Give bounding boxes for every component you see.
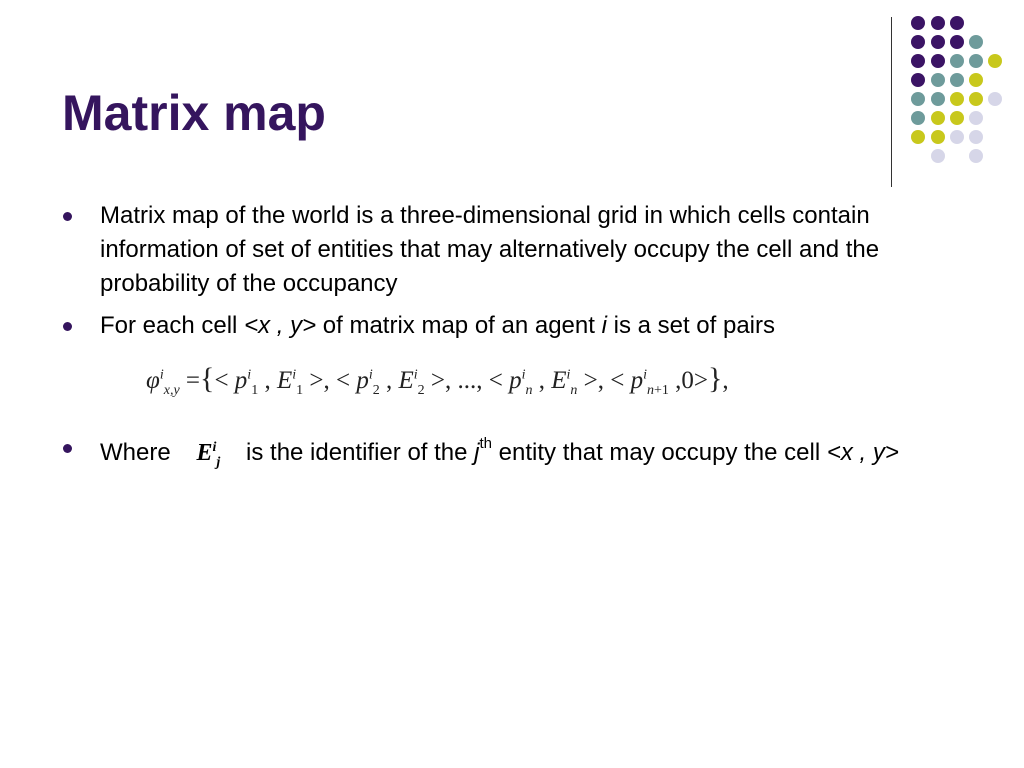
decor-dot — [969, 149, 983, 163]
decor-dot — [931, 130, 945, 144]
decor-dot — [950, 111, 964, 125]
bullet-text: Matrix map of the world is a three-dimensional grid in which cells contain information of set of entities that may alternatively occupy the cell and the probability of the occupancy — [100, 202, 880, 297]
decor-dot — [931, 92, 945, 106]
decor-dot — [931, 149, 945, 163]
bullet-cell-pairs — [100, 309, 940, 343]
entity-identifier-formula: $E^i_j$ — [196, 440, 221, 470]
decor-dot — [911, 73, 925, 87]
bullet-text-post2: entity that may occupy the cell — [492, 439, 827, 466]
bullet-text-pre: For each cell — [100, 312, 245, 339]
decor-dot — [969, 35, 983, 49]
bullet-entity-identifier — [100, 431, 940, 480]
bullet-text-mid: of matrix map of an agent — [316, 312, 602, 339]
agent-symbol: i — [601, 312, 607, 339]
decor-dot — [931, 73, 945, 87]
slide-title: Matrix map — [62, 85, 326, 141]
bullet-text-post1: is the identifier of the — [239, 439, 475, 466]
decor-dot — [950, 92, 964, 106]
decor-dot — [931, 35, 945, 49]
decor-dot — [969, 130, 983, 144]
j-symbol: j — [474, 439, 480, 466]
decor-dot — [988, 92, 1002, 106]
decor-dot — [988, 54, 1002, 68]
cell-coordinate: <x , y> — [826, 439, 899, 466]
cell-coordinate: <x , y> — [244, 312, 317, 339]
decor-dot — [911, 111, 925, 125]
th-superscript: th — [479, 435, 493, 452]
decor-dot — [911, 16, 925, 30]
decor-dot — [950, 130, 964, 144]
decor-dot — [969, 54, 983, 68]
decor-dot — [931, 16, 945, 30]
decor-dot — [911, 92, 925, 106]
decor-dot — [931, 54, 945, 68]
decor-dot — [950, 73, 964, 87]
decor-dot — [931, 111, 945, 125]
decor-dot — [911, 130, 925, 144]
decor-dot — [950, 16, 964, 30]
decor-dot — [969, 73, 983, 87]
title-divider-line — [891, 17, 892, 187]
decor-dot — [950, 54, 964, 68]
decor-dot — [969, 92, 983, 106]
decor-dot — [950, 35, 964, 49]
decor-dot — [969, 111, 983, 125]
decor-dot — [911, 35, 925, 49]
set-of-pairs-formula: $\varphi^i_{x,y}$ ={< $p^i_1$ , $E^i_1$ >, < $p^i_2$ , $E^i_2$ >, ..., < $p^i_n$ , $E^i_n$ >, < $p^i_{n+1}$ ,0>}, — [146, 362, 729, 398]
bullet-text-pre: Where — [100, 439, 178, 466]
bullet-matrix-map-definition — [100, 199, 940, 301]
bullet-text-post: is a set of pairs — [606, 312, 776, 339]
decor-dot — [911, 54, 925, 68]
